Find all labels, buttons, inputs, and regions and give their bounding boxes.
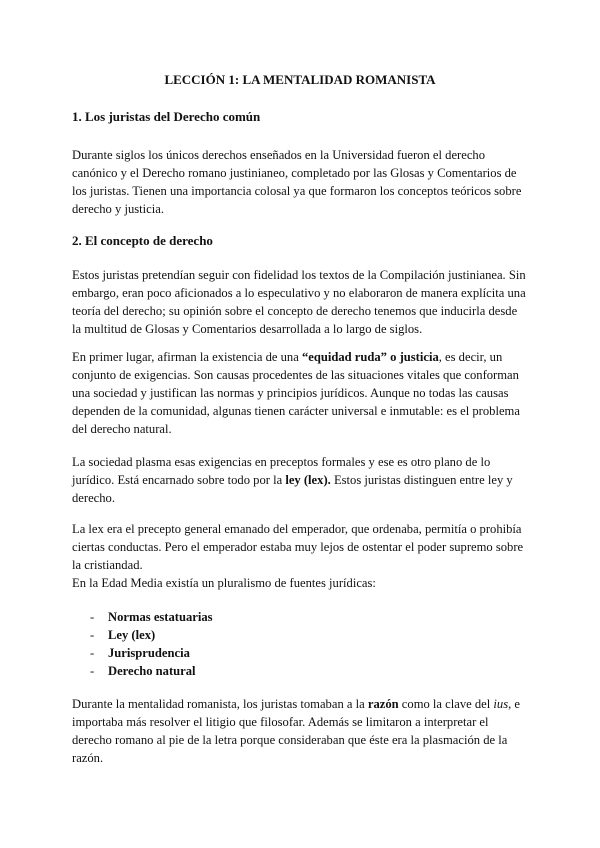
text-span: Estos juristas distinguen entre ley y derecho. bbox=[72, 473, 513, 505]
sources-list bbox=[72, 608, 213, 680]
list-item-label: Jurisprudencia bbox=[108, 646, 190, 660]
text-span: La sociedad plasma esas exigencias en preceptos formales y ese es otro plano de lo jurídico. Está encarnado sobre todo por la bbox=[72, 455, 491, 487]
paragraph-pluralismo: En la Edad Media existía un pluralismo de fuentes jurídicas: bbox=[72, 576, 376, 590]
list-item-label: Derecho natural bbox=[108, 664, 196, 678]
list-item-label: Normas estatuarias bbox=[108, 610, 213, 624]
paragraph-razon bbox=[72, 695, 528, 767]
text-span: , es decir, un conjunto de exigencias. Son causas procedentes de las situaciones vitales que conforman una sociedad y justifican las normas y principios jurídicos. Aunque no todas las causas dependen de la comunidad, algunas tienen carácter universal e inmutable: es el problema del derecho natural. bbox=[72, 350, 520, 436]
list-item bbox=[72, 644, 213, 662]
bold-term-razon: razón bbox=[367, 697, 399, 711]
list-item-label: Ley (lex) bbox=[108, 628, 156, 642]
paragraph-equidad bbox=[72, 348, 528, 438]
page-title: LECCIÓN 1: LA MENTALIDAD ROMANISTA bbox=[164, 72, 436, 87]
paragraph-compilacion: Estos juristas pretendían seguir con fidelidad los textos de la Compilación justinianea. Sin embargo, eran poco aficionados a lo especulativo y no elaboraron de manera explícita una teoría del derecho; su opinión sobre el concepto de derecho tenemos que inducirla desde la multitud de Glosas y Comentarios desarrollada a lo largo de siglos. bbox=[72, 268, 526, 336]
text-span: , e importaba más resolver el litigio que filosofar. Además se limitaron a interpretar el derecho romano al pie de la letra porque consideraban que éste era la plasmación de la razón. bbox=[72, 697, 521, 765]
section-heading-concepto: 2. El concepto de derecho bbox=[72, 233, 213, 248]
list-item bbox=[72, 608, 213, 626]
section-heading-juristas: 1. Los juristas del Derecho común bbox=[72, 109, 261, 124]
paragraph-ley bbox=[72, 453, 528, 507]
text-span: En primer lugar, afirman la existencia de una bbox=[72, 350, 302, 364]
text-span: Durante la mentalidad romanista, los juristas tomaban a la bbox=[72, 697, 368, 711]
list-item bbox=[72, 662, 213, 680]
bold-term-equidad: “equidad ruda” o justicia bbox=[301, 350, 439, 364]
italic-term-ius: ius bbox=[493, 697, 509, 711]
paragraph-lex: La lex era el precepto general emanado del emperador, que ordenaba, permitía o prohibía ciertas conductas. Pero el emperador estaba muy lejos de ostentar el poder supremo sobre la cristiandad. bbox=[72, 522, 524, 572]
list-dash: - bbox=[90, 610, 95, 624]
text-span: como la clave del bbox=[398, 697, 494, 711]
list-item bbox=[72, 626, 213, 644]
bold-term-ley: ley (lex). bbox=[285, 473, 331, 487]
list-dash: - bbox=[90, 664, 95, 678]
paragraph-universidad: Durante siglos los únicos derechos enseñados en la Universidad fueron el derecho canónico y el Derecho romano justinianeo, completado por las Glosas y Comentarios de los juristas. Tienen una importancia colosal ya que formaron los conceptos teóricos sobre derecho y justicia. bbox=[72, 148, 522, 216]
list-dash: - bbox=[90, 646, 95, 660]
list-dash: - bbox=[90, 628, 95, 642]
